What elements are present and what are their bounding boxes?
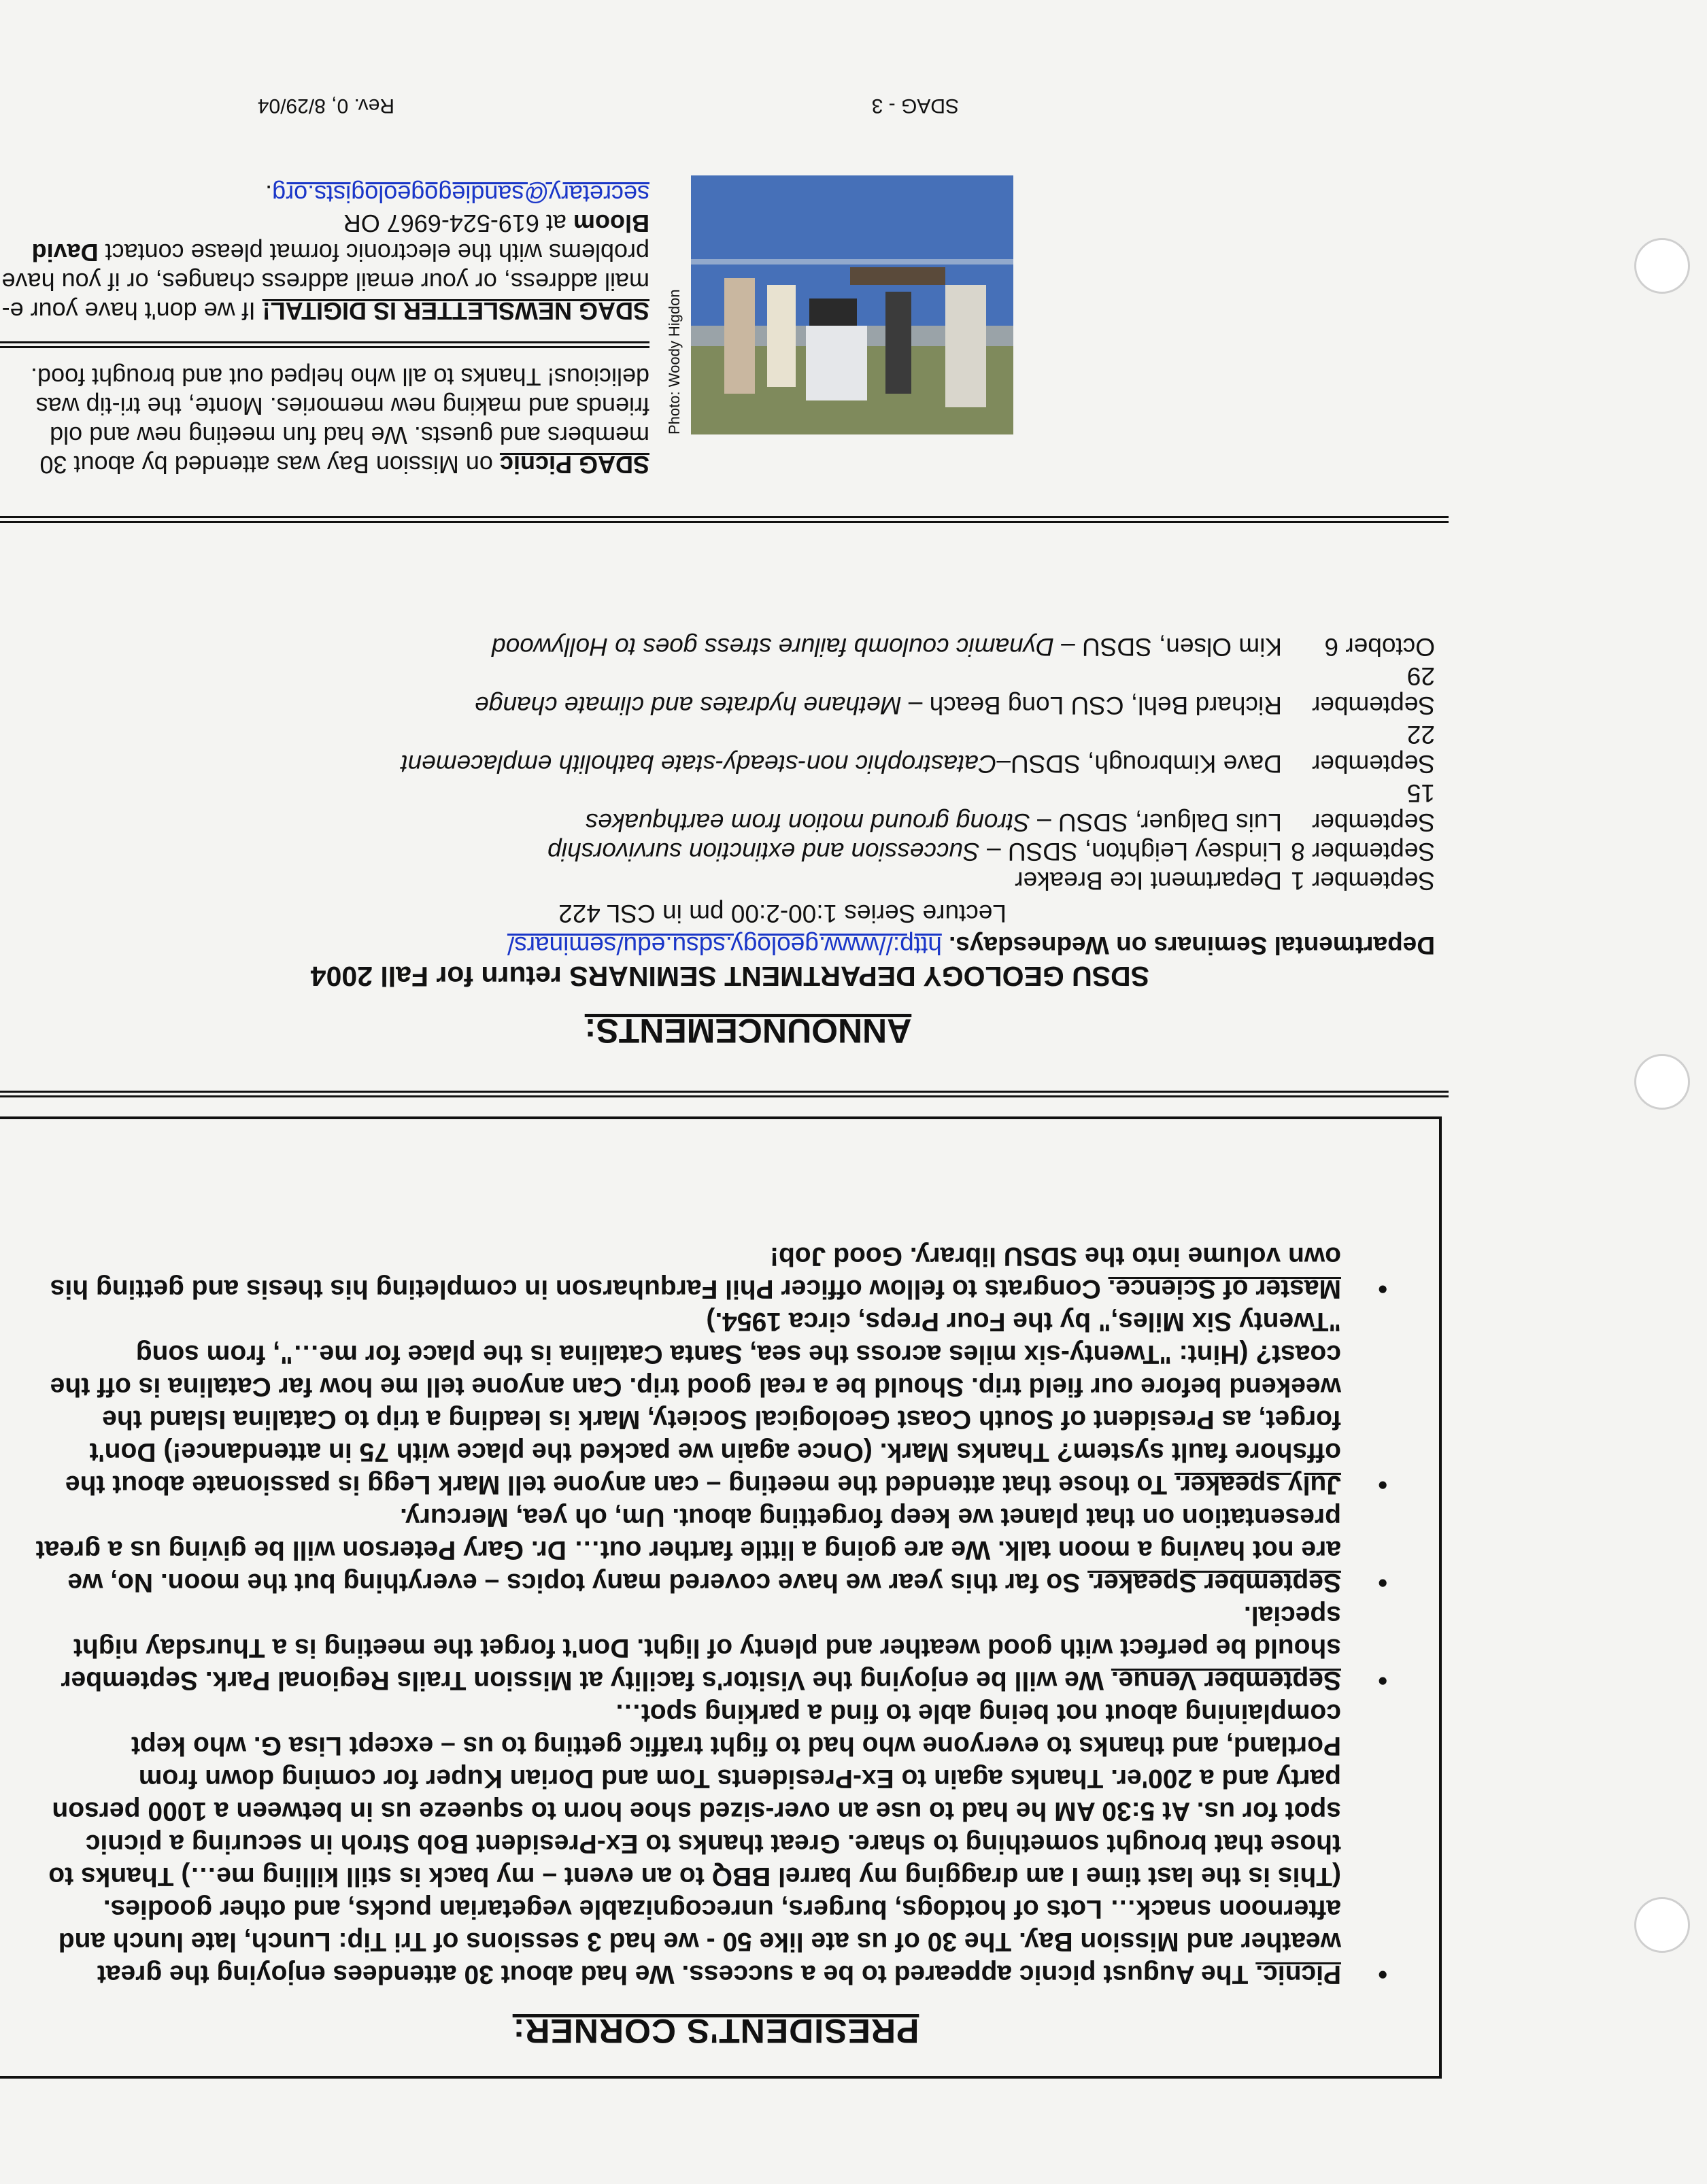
presidents-corner-title: PRESIDENT'S CORNER:: [512, 2012, 919, 2050]
schedule-speaker: Lindsey Leighton, SDSU – Succession and extinction survivorship: [547, 838, 1282, 866]
newsletter-lead: SDAG NEWSLETTER IS DIGITAL!: [262, 297, 649, 325]
photo-credit: [666, 229, 683, 433]
newsletter-contact: David Bloom: [31, 209, 649, 267]
newsletter-body: If we don't have your e-mail address, or your email address changes, or if you have problems with the electronic format please contact: [1, 239, 649, 325]
picnic-photo-image: [691, 175, 1013, 434]
table-row: [401, 720, 1435, 779]
schedule-speaker: Richard Behl, CSU Long Beach – Methane hydrates and climate change: [475, 692, 1282, 719]
footer-page-title: SDAG - 3: [871, 95, 959, 117]
seminar-schedule: [401, 632, 1435, 895]
schedule-date: September 8: [1291, 838, 1435, 866]
item-text: So far this year we have covered many topics – everything but the moon. No, we are not having a moon talk. We are going a little farther out… Dr. Gary Peterson will be giving us a great presentation on that planet we keep forgetting about. Um, oh yea, Mercury.: [35, 1503, 1341, 1597]
picnic-announcement: [0, 362, 649, 479]
newsletter-email-link[interactable]: secretary@sandiegogeologists.org: [272, 180, 649, 208]
item-text: We will be enjoying the Visitor's facility at Mission Trails Regional Park. September should be perfect with good weather and plenty of light. Don't forget the meeting is a Thursday night special.: [61, 1601, 1341, 1695]
lecture-series: Lecture Series 1:00-2:00 pm in CSL 422: [558, 900, 1007, 927]
footer-revision: Rev. 0, 8/29/04: [257, 95, 394, 117]
table-row: [401, 866, 1435, 895]
photo-credit-text: Photo: Woody Higdon: [666, 289, 683, 434]
announcements-title: ANNOUNCEMENTS:: [584, 1012, 912, 1050]
section-divider: [0, 516, 1449, 523]
newsletter-announcement: [0, 180, 649, 326]
seminar-lead: Departmental Seminars on Wednesdays.: [949, 932, 1435, 959]
item-text: To those that attended the meeting – can anyone tell Mark Legg is passionate about the offshore fault system? Thanks Mark. (Once again we packed the place with 75 in attendance!) Don't forget, as President of South Coast Geological Society, Mark is leading a trip to Catalina Island the weekend before our field trip. Should be a real good trip. Can anyone tell me how far Catalina is off the coast? (Hint: "Twenty-six miles across the sea, Santa Catalina is the place for me…", from song "Twenty Six Miles," by the Four Preps, circa 1954.): [50, 1307, 1341, 1499]
list-item: [33, 1240, 1387, 1305]
bullet-icon: •: [1378, 1666, 1387, 1695]
table-row: [401, 632, 1435, 662]
list-item: [33, 1599, 1387, 1696]
binder-hole: [1634, 238, 1690, 294]
schedule-date: September 15: [1312, 779, 1435, 836]
schedule-date: October 6: [1324, 633, 1435, 661]
picnic-photo: [691, 175, 1013, 434]
newsletter-phone: at 619-524-6967 OR: [343, 209, 573, 237]
seminar-link[interactable]: http://www.geology.sdsu.edu/seminars/: [507, 932, 942, 959]
presidents-corner-box: [0, 1116, 1442, 2079]
item-lead: July speaker.: [1174, 1470, 1341, 1499]
bullet-icon: •: [1378, 1470, 1387, 1499]
table-row: [401, 779, 1435, 837]
bullet-icon: •: [1378, 1274, 1387, 1303]
table-row: [401, 837, 1435, 866]
section-divider: [0, 1091, 1449, 1097]
seminar-heading: SDSU GEOLOGY DEPARTMENT SEMINARS return for Fall 2004: [310, 961, 1149, 992]
schedule-date: September 1: [1291, 867, 1435, 895]
seminar-subheading: [238, 929, 1435, 961]
binder-hole: [1634, 1054, 1690, 1110]
list-item: [33, 1305, 1387, 1501]
picnic-body: on Mission Bay was attended by about 30 members and guests. We had fun meeting new and old friends and making new memories. Monte, the tri-tip was delicious! Thanks to all who helped out and brought food.: [31, 363, 649, 479]
item-lead: September Venue.: [1111, 1666, 1341, 1695]
item-lead: Picnic.: [1255, 1960, 1341, 1989]
schedule-speaker: Luis Dalguer, SDSU – Strong ground motion from earthquakes: [585, 808, 1282, 836]
bullet-icon: •: [1378, 1960, 1387, 1989]
item-text: The August picnic appeared to be a success. We had about 30 attendees enjoying the great weather and Mission Bay. The 30 of us ate like 50 - we had 3 sessions of Tri Tip: Lunch, late lunch and afternoon snack… Lots of hotdogs, burgers, unrecognizable vegetarian pucks, and other goodies. (This is the last time I am dragging my barrel BBQ to an event – my back is still killing me…) Thanks to those that brought something to share. Great thanks to Ex-President Bob Stroh in securing a picnic spot for us. At 5:30 AM he had to use an over-sized shoe horn to squeeze us in between a 1000 person party and a 200'er. Thanks again to Ex-Presidents Tom and Dorian Kuper for coming down from Portland, and thanks to everyone who had to fight traffic getting to us – except Lisa G. who kept complaining about not being able to find a parking spot…: [48, 1699, 1341, 1989]
list-item: [33, 1501, 1387, 1599]
item-lead: September Speaker.: [1087, 1568, 1341, 1597]
schedule-speaker: Department Ice Breaker: [1015, 867, 1282, 895]
presidents-corner-list: [33, 1240, 1398, 1990]
schedule-date: September 22: [1312, 721, 1435, 778]
picnic-lead: SDAG Picnic: [499, 451, 649, 479]
schedule-speaker: Kim Olsen, SDSU – Dynamic coulomb failure stress goes to Hollywood: [492, 633, 1282, 661]
table-row: [401, 662, 1435, 720]
section-divider: [0, 341, 649, 348]
item-lead: Master of Science.: [1108, 1274, 1341, 1303]
bullet-icon: •: [1378, 1568, 1387, 1597]
item-text: Congrats to fellow officer Phil Farquharson in completing his thesis and getting his own volume into the SDSU library. Good Job!: [50, 1242, 1341, 1303]
schedule-date: September 29: [1312, 662, 1435, 719]
list-item: [33, 1696, 1387, 1990]
schedule-speaker: Dave Kimbrough, SDSU–Catastrophic non-steady-state batholith emplacement: [401, 750, 1282, 778]
newsletter-end: .: [265, 180, 273, 208]
binder-hole: [1634, 1897, 1690, 1953]
